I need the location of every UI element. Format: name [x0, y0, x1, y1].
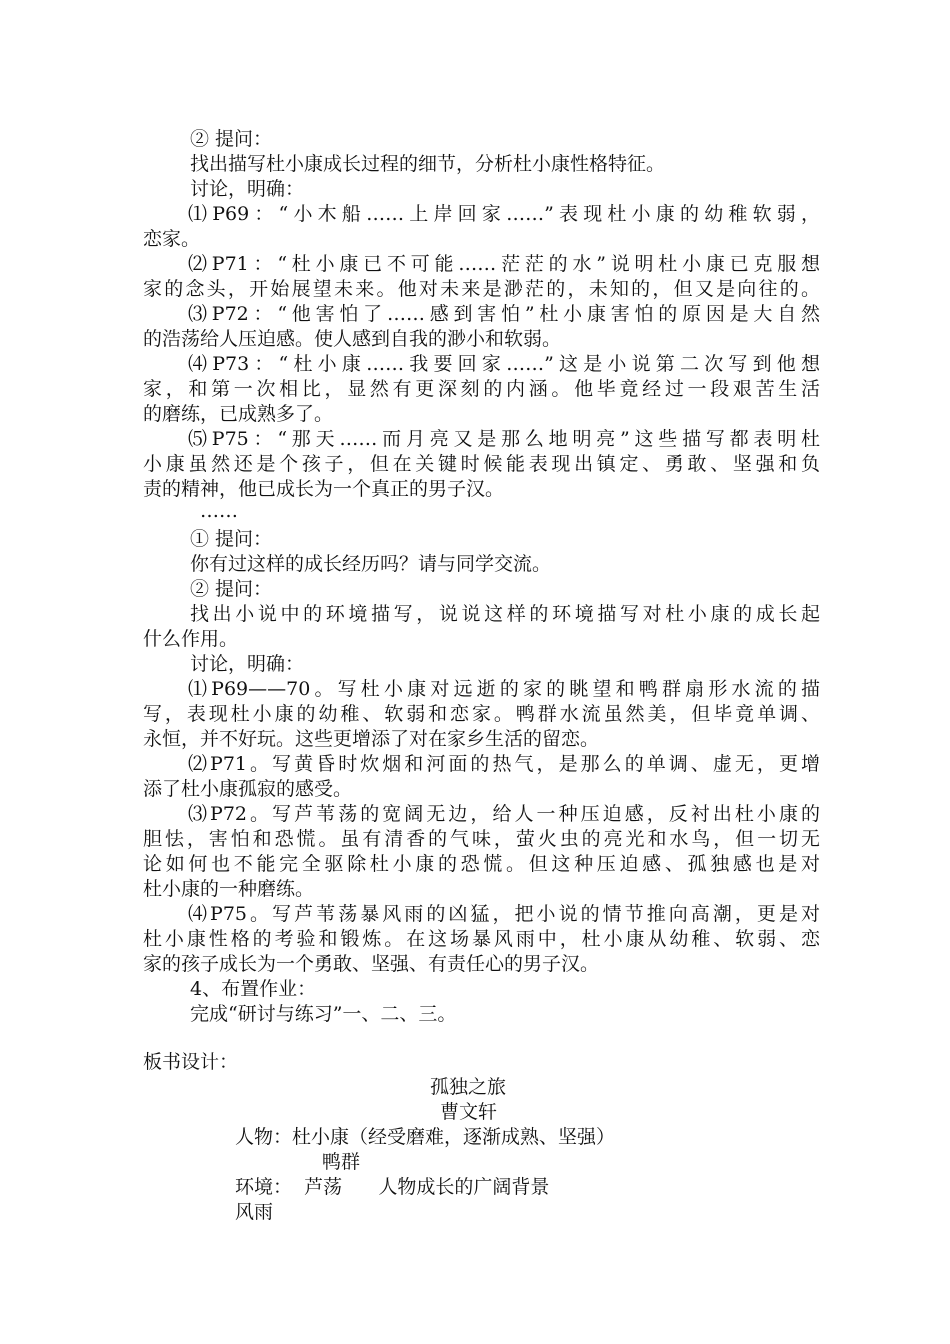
paragraph-line: ⑷P75。写芦苇荡暴风雨的凶猛，把小说的情节推向高潮，更是对	[188, 903, 820, 925]
paragraph-line: 什么作用。	[143, 628, 239, 650]
paragraph-line: ⑵P71。写黄昏时炊烟和河面的热气，是那么的单调、虚无，更增	[188, 753, 820, 775]
paragraph-line: ⑷P73：“杜小康……我要回家……”这是小说第二次写到他想	[188, 353, 820, 375]
paragraph-line: 胆怯，害怕和恐慌。虽有清香的气味，萤火虫的亮光和水鸟，但一切无	[143, 828, 820, 850]
paragraph-line: ⑵P71：“杜小康已不可能……茫茫的水”说明杜小康已克服想	[188, 253, 820, 275]
paragraph-line: 家，和第一次相比，显然有更深刻的内涵。他毕竟经过一段艰苦生活	[143, 378, 820, 400]
paragraph-line: 永恒，并不好玩。这些更增添了对在家乡生活的留恋。	[143, 728, 600, 750]
board-line-environment: 环境： 芦荡 人物成长的广阔背景	[235, 1176, 550, 1198]
paragraph-line: 杜小康性格的考验和锻炼。在这场暴风雨中，杜小康从幼稚、软弱、恋	[143, 928, 820, 950]
paragraph-line: 杜小康的一种磨练。	[143, 878, 315, 900]
paragraph-line: 恋家。	[143, 228, 201, 250]
paragraph-line: 写，表现杜小康的幼稚、软弱和恋家。鸭群水流虽然美，但毕竟单调、	[143, 703, 820, 725]
paragraph-line: ① 提问：	[190, 528, 273, 550]
board-design-heading: 板书设计：	[143, 1051, 239, 1073]
paragraph-line: 你有过这样的成长经历吗？请与同学交流。	[190, 553, 552, 575]
paragraph-line: 找出描写杜小康成长过程的细节，分析杜小康性格特征。	[190, 153, 666, 175]
board-line-storm: 风雨	[235, 1201, 274, 1223]
paragraph-line: 家的孩子成长为一个勇敢、坚强、有责任心的男子汉。	[143, 953, 600, 975]
board-author: 曹文轩	[440, 1101, 498, 1123]
paragraph-line: 找出小说中的环境描写，说说这样的环境描写对杜小康的成长起	[190, 603, 820, 625]
paragraph-line: 添了杜小康孤寂的感受。	[143, 778, 353, 800]
board-line-characters: 人物：杜小康（经受磨难，逐渐成熟、坚强）	[235, 1126, 616, 1148]
paragraph-line: 讨论，明确：	[190, 653, 305, 675]
paragraph-line: 家的念头，开始展望未来。他对未来是渺茫的，未知的，但又是向往的。	[143, 278, 820, 300]
paragraph-line: ② 提问：	[190, 128, 273, 150]
paragraph-line: ⑶P72。写芦苇荡的宽阔无边，给人一种压迫感，反衬出杜小康的	[188, 803, 820, 825]
paragraph-line: 论如何也不能完全驱除杜小康的恐慌。但这种压迫感、孤独感也是对	[143, 853, 820, 875]
paragraph-line: 讨论，明确：	[190, 178, 305, 200]
section-heading: 4、布置作业：	[190, 978, 317, 1000]
paragraph-line: 小康虽然还是个孩子，但在关键时候能表现出镇定、勇敢、坚强和负	[143, 453, 820, 475]
paragraph-line: ⑴P69——70。写杜小康对远逝的家的眺望和鸭群扇形水流的描	[188, 678, 820, 700]
paragraph-line: 的磨练，已成熟多了。	[143, 403, 334, 425]
paragraph-line: ⑸P75：“那天……而月亮又是那么地明亮”这些描写都表明杜	[188, 428, 820, 450]
board-title: 孤独之旅	[430, 1076, 507, 1098]
paragraph-line: ⑴P69：“小木船……上岸回家……”表现杜小康的幼稚软弱，	[188, 203, 820, 225]
board-line-ducks: 鸭群	[322, 1151, 361, 1173]
paragraph-line: 责的精神，他已成长为一个真正的男子汉。	[143, 478, 505, 500]
paragraph-line: ⑶P72：“他害怕了……感到害怕”杜小康害怕的原因是大自然	[188, 303, 820, 325]
paragraph-line: 完成“研讨与练习”一、二、三。	[190, 1003, 457, 1025]
paragraph-line: 的浩荡给人压迫感。使人感到自我的渺小和软弱。	[143, 328, 562, 350]
ellipsis-line: ……	[200, 500, 238, 522]
paragraph-line: ② 提问：	[190, 578, 273, 600]
